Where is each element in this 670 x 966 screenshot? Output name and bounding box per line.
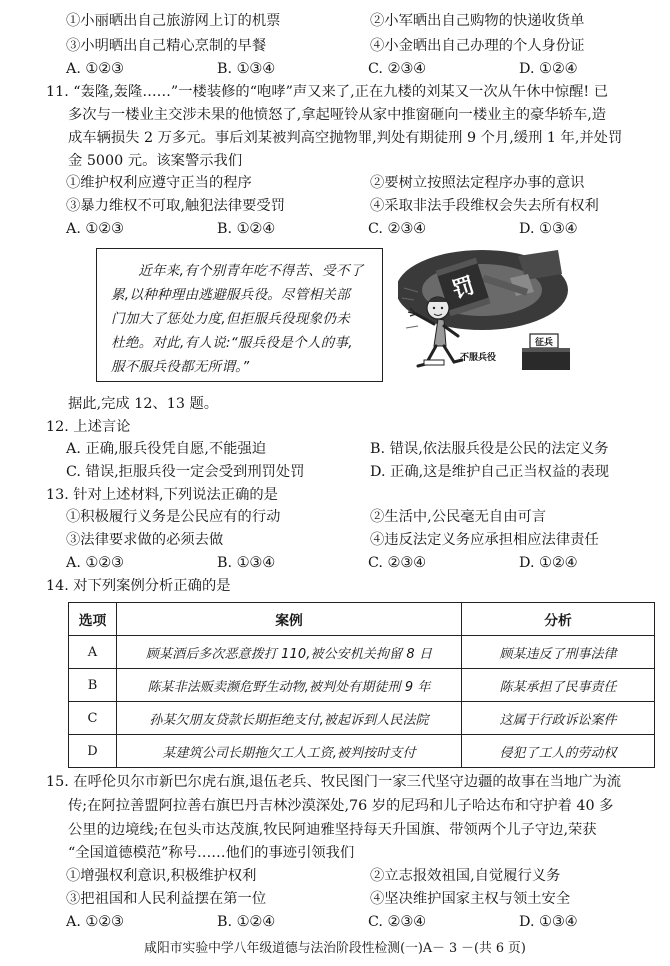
row-option[interactable]: C: [69, 702, 117, 735]
header-case: 案例: [117, 603, 462, 636]
q15-statement-3: ③把祖国和人民利益摆在第一位: [66, 891, 267, 907]
header-analysis: 分析: [462, 603, 655, 636]
q13-choices: [66, 552, 670, 574]
row-case: 顾某酒后多次恶意拨打 110,被公安机关拘留 8 日: [117, 636, 462, 669]
row-case: 某建筑公司长期拖欠工人工资,被判按时支付: [117, 735, 462, 768]
q15-choice-a[interactable]: A. ①②③: [66, 914, 124, 930]
q10-statement-4: ④小金晒出自己办理的个人身份证: [370, 38, 585, 54]
q15-statements-row1: [66, 865, 560, 887]
row-case: 孙某欠朋友贷款长期拒绝支付,被起诉到人民法院: [117, 702, 462, 735]
q13-statement-2: ②生活中,公民毫无自由可言: [370, 509, 547, 525]
q11-choices: [66, 218, 670, 240]
q15-statement-4: ④坚决维护国家主权与领土安全: [370, 891, 571, 907]
q11-stem-line-2: 多次与一楼业主交涉未果的他愤怒了,拿起哑铃从家中推窗砸向一楼业主的豪华轿车,造: [68, 107, 607, 123]
q14-case-table: [68, 602, 655, 768]
row-option[interactable]: B: [69, 669, 117, 702]
q13-stem: 13. 针对上述材料,下列说法正确的是: [46, 487, 278, 503]
q12-stem: 12. 上述言论: [46, 419, 131, 435]
q12-choice-a[interactable]: A. 正确,服兵役凭自愿,不能强迫: [66, 441, 267, 457]
q10-statements-row1: [66, 10, 584, 32]
material-intro: 据此,完成 12、13 题。: [68, 396, 219, 412]
row-analysis: 顾某违反了刑事法律: [462, 636, 655, 669]
q11-choice-d[interactable]: D. ①③④: [519, 221, 578, 237]
q13-statement-1: ①积极履行义务是公民应有的行动: [66, 509, 281, 525]
hammer-label: 罚: [449, 273, 478, 304]
q13-statements-row2: [66, 529, 599, 551]
row-option[interactable]: A: [69, 636, 117, 669]
row-case: 陈某非法贩卖濒危野生动物,被判处有期徒刑 9 年: [117, 669, 462, 702]
q11-statement-3: ③暴力维权不可取,触犯法律要受罚: [66, 198, 285, 214]
q11-statements-row1: [66, 172, 584, 194]
row-option[interactable]: D: [69, 735, 117, 768]
q15-statement-1: ①增强权利意识,积极维护权利: [66, 868, 257, 884]
q15-stem-line-3: 公里的边境线;在包头市达茂旗,牧民阿迪雅坚持每天升国旗、带领两个儿子守边,荣获: [68, 822, 597, 838]
q12-choice-c[interactable]: C. 错误,拒服兵役一定会受到刑罚处罚: [66, 464, 305, 480]
q13-choice-b[interactable]: B. ①③④: [217, 555, 276, 571]
q15-stem-line-2: 传;在阿拉善盟阿拉善右旗巴丹吉林沙漠深处,76 岁的尼玛和儿子哈达布和守护着 40 多: [68, 798, 614, 814]
table-row: [69, 702, 655, 735]
q10-choices: [66, 58, 670, 80]
q15-stem-line-4: “全国道德模范”称号……他们的事迹引领我们: [68, 845, 355, 861]
q11-statement-2: ②要树立按照法定程序办事的意识: [370, 175, 585, 191]
row-analysis: 侵犯了工人的劳动权: [462, 735, 655, 768]
q10-choice-c[interactable]: C. ②③④: [368, 61, 426, 77]
q15-statements-row2: [66, 888, 570, 910]
q12-choices-row1: [66, 438, 609, 460]
cartoon-illustration: [398, 248, 576, 380]
q11-statement-1: ①维护权利应遵守正当的程序: [66, 175, 252, 191]
quote-line-2: 累,以种种理由逃避服兵役。尽管相关部: [111, 287, 351, 303]
q13-choice-c[interactable]: C. ②③④: [368, 555, 426, 571]
q13-choice-d[interactable]: D. ①②④: [519, 555, 578, 571]
q15-choice-d[interactable]: D. ①③④: [519, 914, 578, 930]
q11-statements-row2: [66, 195, 599, 217]
q15-choice-c[interactable]: C. ②③④: [368, 914, 426, 930]
desk-sign-label: 征兵: [534, 338, 554, 348]
q12-choice-d[interactable]: D. 正确,这是维护自己正当权益的表现: [370, 464, 610, 480]
q11-choice-c[interactable]: C. ②③④: [368, 221, 426, 237]
q12-choices-row2: [66, 461, 609, 483]
quote-line-3: 门加大了惩处力度,但拒服兵役现象仍未: [111, 311, 351, 327]
q10-statement-2: ②小军晒出自己购物的快递收货单: [370, 13, 585, 29]
q10-choice-b[interactable]: B. ①③④: [217, 61, 276, 77]
q11-choice-a[interactable]: A. ①②③: [66, 221, 124, 237]
figure-label: 不服兵役: [460, 353, 497, 363]
row-analysis: 陈某承担了民事责任: [462, 669, 655, 702]
q13-statement-4: ④违反法定义务应承担相应法律责任: [370, 532, 599, 548]
q10-choice-a[interactable]: A. ①②③: [66, 61, 124, 77]
q13-choice-a[interactable]: A. ①②③: [66, 555, 124, 571]
material-quote-box: [96, 248, 383, 382]
row-analysis: 这属于行政诉讼案件: [462, 702, 655, 735]
q13-statement-3: ③法律要求做的必须去做: [66, 532, 224, 548]
q11-choice-b[interactable]: B. ①②④: [217, 221, 276, 237]
table-row: [69, 669, 655, 702]
quote-line-5: 服不服兵役都无所谓。”: [111, 359, 250, 375]
q11-statement-4: ④采取非法手段维权会失去所有权利: [370, 198, 599, 214]
q11-stem-line-1: 11. “轰隆,轰隆……”一楼装修的“咆哮”声又来了,正在九楼的刘某又一次从午休中惊醒! 已: [46, 84, 608, 100]
q13-statements-row1: [66, 506, 546, 528]
q10-statement-1: ①小丽晒出自己旅游网上订的机票: [66, 13, 281, 29]
table-row: [69, 735, 655, 768]
q10-choice-d[interactable]: D. ①②④: [519, 61, 578, 77]
q10-statements-row2: [66, 35, 584, 57]
quote-line-4: 杜绝。对此,有人说:“服兵役是个人的事,: [111, 335, 353, 351]
header-option: 选项: [69, 603, 117, 636]
q15-stem-line-1: 15. 在呼伦贝尔市新巴尔虎右旗,退伍老兵、牧民图门一家三代坚守边疆的故事在当地广为流: [46, 774, 622, 790]
q14-stem: 14. 对下列案例分析正确的是: [46, 578, 231, 594]
q11-stem-line-3: 成车辆损失 2 万多元。事后刘某被判高空抛物罪,判处有期徒刑 9 个月,缓刑 1 年,并处罚: [68, 130, 623, 146]
q12-choice-b[interactable]: B. 错误,依法服兵役是公民的法定义务: [370, 441, 609, 457]
q11-stem-line-4: 金 5000 元。该案警示我们: [68, 153, 243, 169]
table-row: [69, 636, 655, 669]
q10-statement-3: ③小明晒出自己精心烹制的早餐: [66, 38, 267, 54]
material-quote-text: [111, 259, 369, 379]
q15-statement-2: ②立志报效祖国,自觉履行义务: [370, 868, 561, 884]
q15-choices: [66, 911, 670, 933]
table-header-row: [69, 603, 655, 636]
page-footer: 咸阳市实验中学八年级道德与法治阶段性检测(一)A－ 3 －(共 6 页): [144, 941, 526, 956]
q15-choice-b[interactable]: B. ①②④: [217, 914, 276, 930]
quote-line-1: 近年来,有个别青年吃不得苦、受不了: [138, 263, 364, 279]
